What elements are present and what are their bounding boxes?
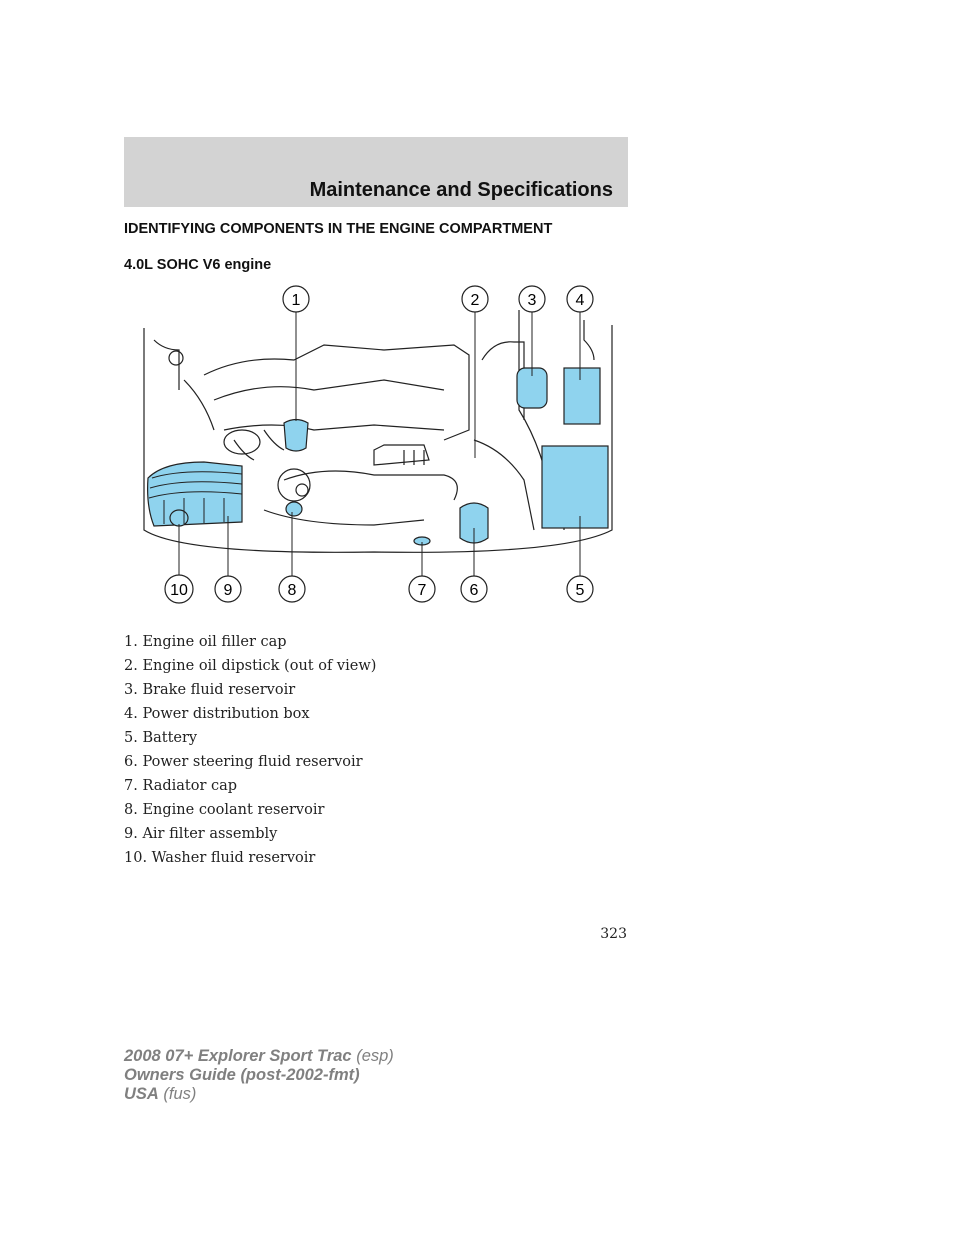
legend-item: 10. Washer fluid reservoir bbox=[124, 850, 316, 866]
battery-shape bbox=[542, 446, 608, 528]
footer-line-2: Owners Guide (post-2002-fmt) bbox=[124, 1066, 360, 1084]
callout-10 bbox=[165, 575, 193, 603]
engine-compartment-diagram bbox=[124, 280, 628, 610]
svg-text:6: 6 bbox=[469, 582, 479, 599]
engine-subheading: 4.0L SOHC V6 engine bbox=[124, 257, 272, 273]
highlighted-components bbox=[148, 368, 608, 545]
legend-item: 7. Radiator cap bbox=[124, 778, 238, 794]
svg-text:9: 9 bbox=[223, 582, 233, 599]
callout-5 bbox=[567, 576, 593, 602]
footer-line-3: USA (fus) bbox=[124, 1085, 197, 1103]
power-distribution-box-shape bbox=[564, 368, 600, 424]
svg-text:5: 5 bbox=[575, 582, 585, 599]
section-heading: IDENTIFYING COMPONENTS IN THE ENGINE COMPARTMENT bbox=[124, 221, 553, 237]
svg-text:3: 3 bbox=[527, 292, 537, 309]
legend-item: 1. Engine oil filler cap bbox=[124, 634, 287, 650]
oil-filler-cap-shape bbox=[284, 420, 308, 452]
svg-text:7: 7 bbox=[417, 582, 427, 599]
document-footer bbox=[124, 1047, 394, 1104]
callout-8 bbox=[279, 576, 305, 602]
svg-text:8: 8 bbox=[287, 582, 297, 599]
legend-item: 6. Power steering fluid reservoir bbox=[124, 754, 363, 770]
svg-text:10: 10 bbox=[170, 582, 188, 599]
section-header-band bbox=[124, 137, 628, 207]
callout-1 bbox=[283, 286, 309, 312]
leader-lines bbox=[179, 312, 580, 576]
section-header-title: Maintenance and Specifications bbox=[309, 179, 613, 201]
callout-6 bbox=[461, 576, 487, 602]
callout-4 bbox=[567, 286, 593, 312]
legend-item: 9. Air filter assembly bbox=[124, 826, 278, 842]
legend-item: 2. Engine oil dipstick (out of view) bbox=[124, 658, 377, 674]
legend-item: 3. Brake fluid reservoir bbox=[124, 682, 296, 698]
svg-text:1: 1 bbox=[291, 292, 301, 309]
page-number: 323 bbox=[600, 926, 627, 942]
legend-item: 5. Battery bbox=[124, 730, 198, 746]
callout-7 bbox=[409, 576, 435, 602]
diagram-callouts bbox=[165, 286, 593, 603]
washer-reservoir-shape bbox=[170, 510, 188, 526]
footer-line-1: 2008 07+ Explorer Sport Trac (esp) bbox=[124, 1047, 394, 1065]
legend-item: 4. Power distribution box bbox=[124, 706, 310, 722]
component-legend bbox=[124, 630, 376, 870]
svg-text:4: 4 bbox=[575, 292, 585, 309]
callout-3 bbox=[519, 286, 545, 312]
svg-text:2: 2 bbox=[470, 292, 480, 309]
callout-2 bbox=[462, 286, 488, 312]
legend-item: 8. Engine coolant reservoir bbox=[124, 802, 325, 818]
callout-9 bbox=[215, 576, 241, 602]
coolant-reservoir-shape bbox=[286, 502, 302, 516]
